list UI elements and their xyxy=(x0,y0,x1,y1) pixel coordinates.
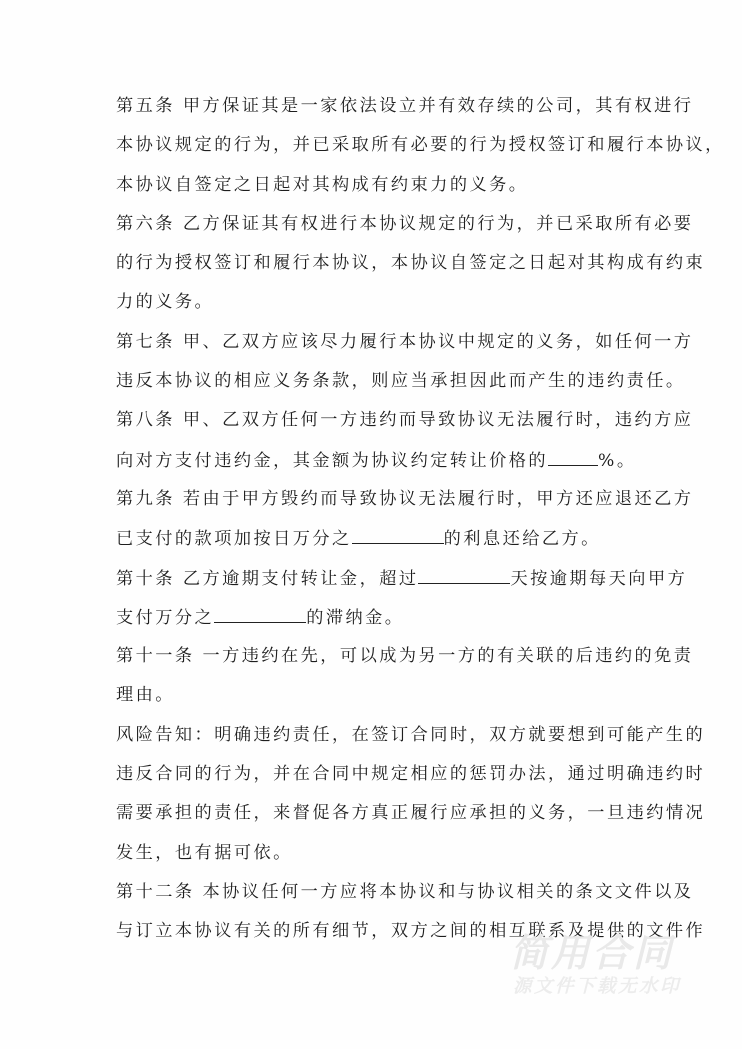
text-line-with-blank xyxy=(116,525,636,564)
watermark-logo: 简用合同 xyxy=(510,931,675,975)
text-line: 理由。 xyxy=(116,685,175,706)
text-line: 本协议规定的行为，并已采取所有必要的行为授权签订和履行本协议， xyxy=(116,135,725,156)
watermark-subtitle: 源文件下载无水印 xyxy=(513,976,682,997)
text-line: 违反本协议的相应义务条款，则应当承担因此而产生的违约责任。 xyxy=(116,371,686,392)
text-line-with-blank xyxy=(116,447,636,486)
text-line: 第十二条 本协议任何一方应将本协议和与协议相关的条文文件以及 xyxy=(116,881,694,902)
text-line: 第六条 乙方保证其有权进行本协议规定的行为，并已采取所有必要 xyxy=(116,213,694,234)
text-line: 与订立本协议有关的所有细节，双方之间的相互联系及提供的文件作 xyxy=(116,921,706,942)
text-line: 第七条 甲、乙双方应该尽力履行本协议中规定的义务，如任何一方 xyxy=(116,331,694,352)
text-line: 发生，也有据可依。 xyxy=(116,842,293,863)
text-line: 第八条 甲、乙双方任何一方违约而导致协议无法履行时，违约方应 xyxy=(116,410,694,431)
text-segment: 支付万分之 xyxy=(116,607,215,628)
text-line: 需要承担的责任，来督促各方真正履行应承担的义务，一旦违约情况 xyxy=(116,803,706,824)
fill-in-blank-daily-interest[interactable] xyxy=(352,525,444,544)
text-segment: 的利息还给乙方。 xyxy=(443,529,601,550)
text-line: 风险告知：明确违约责任，在签订合同时，双方就要想到可能产生的 xyxy=(116,724,706,745)
text-line: 力的义务。 xyxy=(116,292,215,313)
text-segment: %。 xyxy=(598,450,637,471)
text-segment: 已支付的款项加按日万分之 xyxy=(116,529,352,550)
text-line: 违反合同的行为，并在合同中规定相应的惩罚办法，通过明确违约时 xyxy=(116,764,706,785)
text-segment: 第十条 乙方逾期支付转让金，超过 xyxy=(116,568,419,589)
text-line: 的行为授权签订和履行本协议，本协议自签定之日起对其构成有约束 xyxy=(116,253,706,274)
text-segment: 向对方支付违约金，其金额为协议约定转让价格的 xyxy=(116,450,549,471)
fill-in-blank-overdue-days[interactable] xyxy=(418,565,510,584)
fill-in-blank-late-fee[interactable] xyxy=(214,604,306,623)
text-segment: 的滞纳金。 xyxy=(306,607,405,628)
text-line: 第九条 若由于甲方毁约而导致协议无法履行时，甲方还应退还乙方 xyxy=(116,488,694,509)
text-segment: 天按逾期每天向甲方 xyxy=(510,568,688,589)
text-line-with-blank xyxy=(116,604,636,643)
text-line: 第十一条 一方违约在先，可以成为另一方的有关联的后违约的免责 xyxy=(116,646,694,667)
text-line: 本协议自签定之日起对其构成有约束力的义务。 xyxy=(116,174,529,195)
text-line: 第五条 甲方保证其是一家依法设立并有效存续的公司，其有权进行 xyxy=(116,96,694,116)
fill-in-blank-percent[interactable] xyxy=(548,447,598,466)
text-line-with-blank xyxy=(116,565,688,604)
